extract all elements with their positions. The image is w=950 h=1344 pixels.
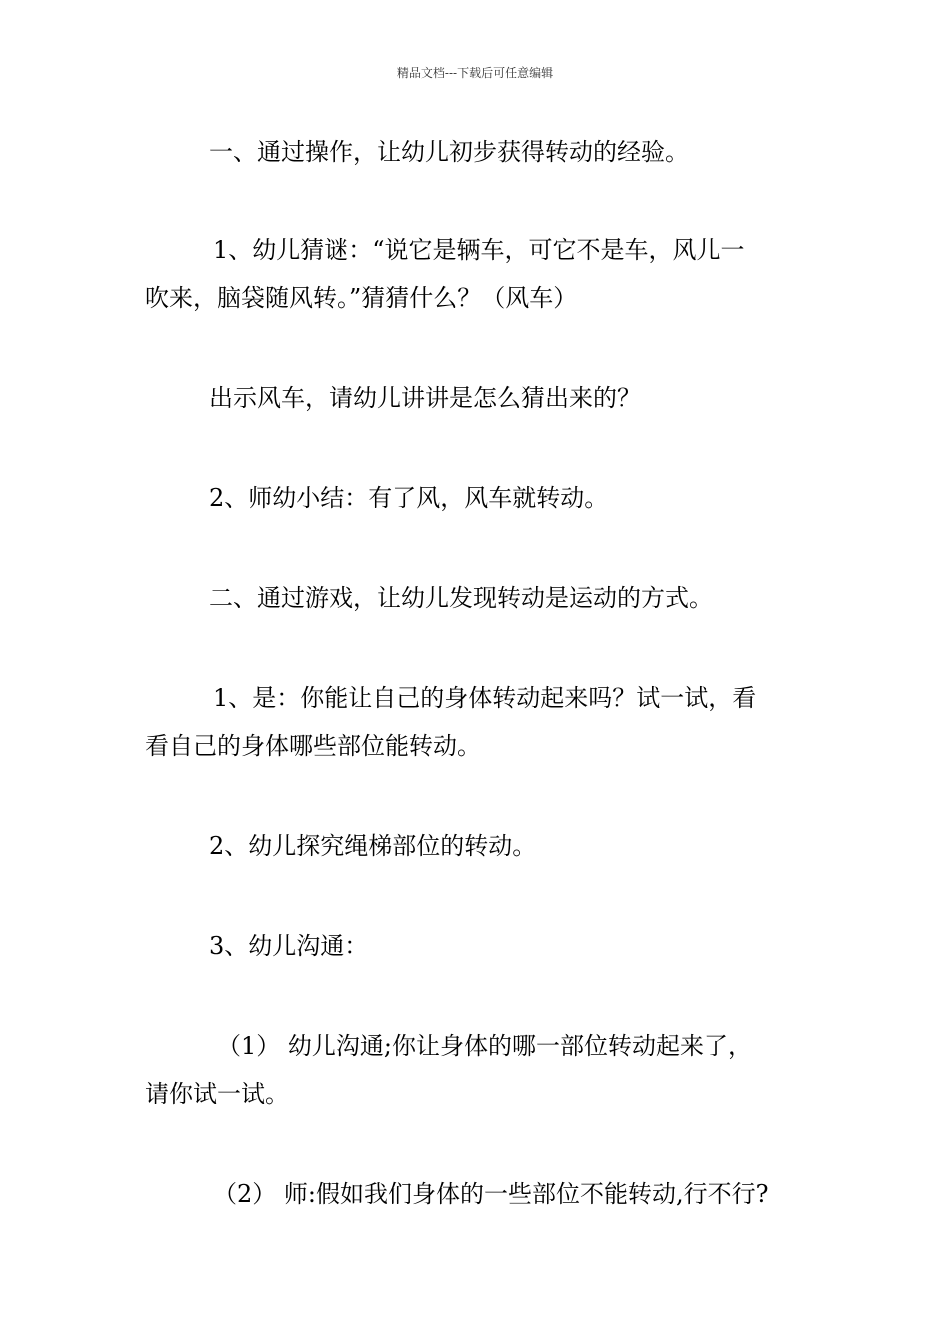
paragraph-4 bbox=[145, 474, 815, 522]
paragraph-line: 出示风车，请幼儿讲讲是怎么猜出来的？ bbox=[209, 384, 641, 412]
page-header: 精品文档---下载后可任意编辑 bbox=[396, 66, 554, 80]
paragraph-line: 2、幼儿探究绳梯部位的转动。 bbox=[209, 832, 537, 860]
paragraph-3 bbox=[145, 374, 815, 422]
paragraph-line: 1、幼儿猜谜：“说它是辆车，可它不是车，风儿一 bbox=[213, 236, 745, 264]
paragraph-line: 3、幼儿沟通： bbox=[209, 932, 369, 960]
paragraph-9 bbox=[145, 1022, 815, 1118]
paragraph-line: 请你试一试。 bbox=[145, 1080, 289, 1108]
paragraph-10 bbox=[145, 1170, 815, 1218]
paragraph-line: 看自己的身体哪些部位能转动。 bbox=[145, 732, 481, 760]
paragraph-line: （2） 师:假如我们身体的一些部位不能转动,行不行? bbox=[213, 1180, 769, 1208]
paragraph-line: 一、通过操作，让幼儿初步获得转动的经验。 bbox=[209, 138, 689, 166]
paragraph-7 bbox=[145, 822, 815, 870]
paragraph-6 bbox=[145, 674, 815, 770]
paragraph-5 bbox=[145, 574, 815, 622]
paragraph-1 bbox=[145, 128, 815, 176]
paragraph-line: 二、通过游戏，让幼儿发现转动是运动的方式。 bbox=[209, 584, 713, 612]
paragraph-8 bbox=[145, 922, 815, 970]
paragraph-line: 1、是：你能让自己的身体转动起来吗？试一试，看 bbox=[213, 684, 757, 712]
paragraph-2 bbox=[145, 226, 815, 322]
paragraph-line: （1） 幼儿沟通;你让身体的哪一部位转动起来了， bbox=[217, 1032, 752, 1060]
paragraph-line: 2、师幼小结：有了风，风车就转动。 bbox=[209, 484, 609, 512]
paragraph-line: 吹来，脑袋随风转。”猜猜什么？（风车） bbox=[145, 284, 578, 312]
